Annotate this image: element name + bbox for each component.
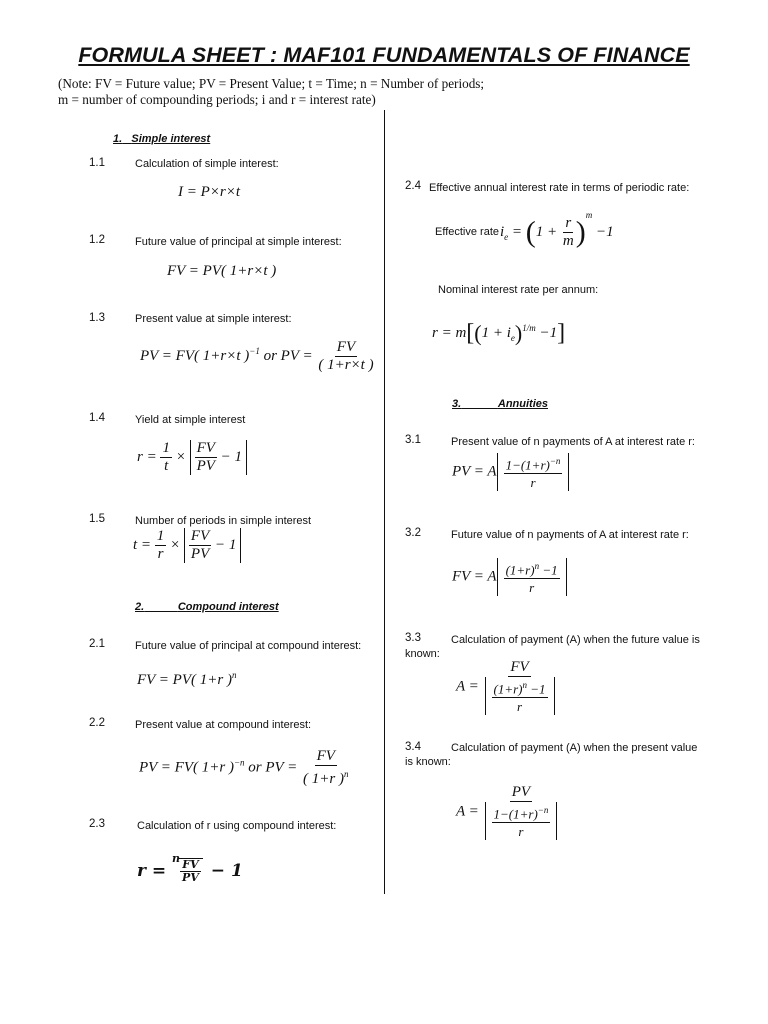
- formula-payment-pv: A = $\frac{PV}{\frac{1-(1+r)^{-n}}{r}}$: [456, 784, 559, 840]
- item-label: Present value of n payments of A at interest rate r:: [451, 436, 695, 448]
- section-heading-annuities: [452, 398, 548, 410]
- section-title: Simple interest: [131, 133, 211, 145]
- formula-pv-annuity: PV = A $\frac{1-(1+r)^{-n}}{r}$: [452, 453, 569, 491]
- formula-simple-interest: I = P×r×t: [178, 184, 241, 200]
- item-label: Effective annual interest rate in terms of periodic rate:: [429, 182, 690, 194]
- item-number: 2.2: [89, 717, 105, 729]
- item-label: Number of periods in simple interest: [135, 515, 312, 527]
- section-heading-simple-interest: [113, 133, 210, 145]
- formula-effective-rate: $i_e = (1$ + $\frac{r}{m}$ )$^m$ −1: [500, 210, 614, 250]
- item-number: 1.2: [89, 234, 105, 246]
- section-number: 2.: [135, 601, 145, 613]
- item-number: 1.1: [89, 157, 105, 169]
- item-label: Future value of n payments of A at interest rate r:: [451, 529, 689, 541]
- formula-nominal-rate: $r = m[(1 + i_e)^{1/m} -1]$: [432, 320, 566, 346]
- effective-rate-label: Effective rate: [435, 226, 499, 238]
- item-label: Present value at simple interest:: [135, 313, 292, 325]
- item-label: Future value of principal at simple interest:: [135, 236, 342, 248]
- page-title: FORMULA SHEET : MAF101 FUNDAMENTALS OF FINANCE: [78, 43, 690, 67]
- formula-fv-annuity: FV = A $\frac{(1+r)^n -1}{r}$: [452, 558, 567, 596]
- item-number: 2.1: [89, 638, 105, 650]
- note-line-1: (Note: FV = Future value; PV = Present Value; t = Time; n = Number of periods;: [58, 76, 485, 91]
- formula-yield-simple: r = $\frac{1}{t}$ × $\frac{FV}{PV}$ − 1: [137, 440, 247, 475]
- item-label: Calculation of payment (A) when the present value: [451, 742, 698, 754]
- item-label-continued: is known:: [405, 756, 451, 768]
- formula-fv-compound: FV = PV( 1+r )$^n$: [137, 670, 237, 688]
- item-label: Future value of principal at compound interest:: [135, 640, 362, 652]
- item-label: Calculation of simple interest:: [135, 158, 279, 170]
- nominal-rate-label: Nominal interest rate per annum:: [438, 284, 599, 296]
- section-title: Compound interest: [177, 601, 279, 613]
- item-number: 3.3: [405, 632, 421, 644]
- item-number: 3.4: [405, 741, 421, 753]
- formula-fv-simple: FV = PV( 1+r×t ): [167, 263, 277, 279]
- item-label: Present value at compound interest:: [135, 719, 312, 731]
- section-number: 1.: [113, 133, 123, 145]
- definitions-note: [58, 76, 578, 107]
- formula-r-compound: r = $^n$ $\frac{FV}{PV}$ − 1: [137, 852, 243, 884]
- formula-periods-simple: t = $\frac{1}{r}$ × $\frac{FV}{PV}$ − 1: [133, 528, 241, 563]
- note-line-2: m = number of compounding periods; i and r = interest rate): [58, 91, 376, 107]
- item-number: 1.5: [89, 513, 105, 525]
- column-divider: [384, 110, 385, 894]
- section-title: Annuities: [497, 398, 548, 410]
- section-number: 3.: [452, 398, 462, 410]
- formula-payment-fv: A = $\frac{FV}{\frac{(1+r)^n -1}{r}}$: [456, 659, 557, 715]
- item-label: Yield at simple interest: [135, 414, 246, 426]
- item-number: 3.1: [405, 434, 421, 446]
- item-number: 2.3: [89, 818, 105, 830]
- item-number: 1.4: [89, 412, 105, 424]
- item-number: 3.2: [405, 527, 421, 539]
- formula-pv-compound: PV = FV( 1+r )$^{-n}$ or PV = $\frac{FV}{( 1+r )^n}$: [139, 748, 349, 787]
- item-label: Calculation of r using compound interest:: [137, 820, 337, 832]
- item-number: 2.4: [405, 180, 421, 192]
- formula-pv-simple: PV = FV( 1+r×t )$^{-1}$ or PV = $\frac{FV}{( 1+r\times t )}$: [140, 339, 374, 373]
- item-label: Calculation of payment (A) when the future value is: [451, 634, 700, 646]
- item-label-continued: known:: [405, 648, 440, 660]
- item-number: 1.3: [89, 312, 105, 324]
- section-heading-compound-interest: [135, 601, 279, 613]
